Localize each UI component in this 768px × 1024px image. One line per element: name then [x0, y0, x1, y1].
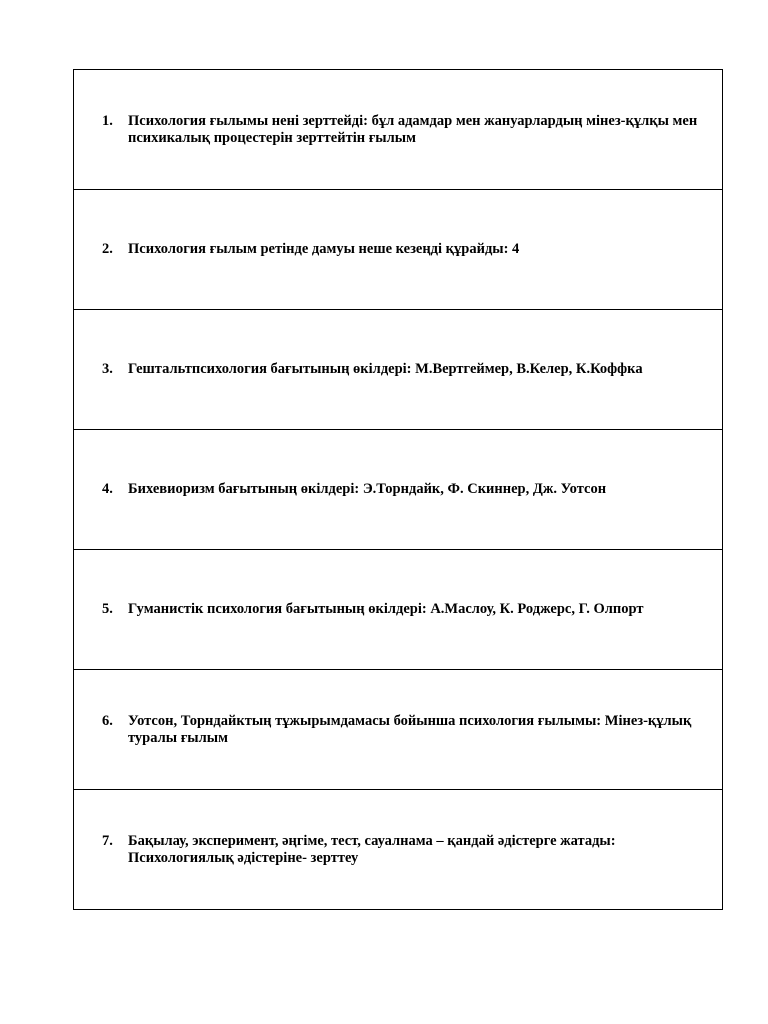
item-text: Бақылау, эксперимент, әңгіме, тест, сауалнама – қандай әдістерге жатады: Психологиялық әдістеріне- зерттеу	[128, 832, 616, 866]
item-text: Гуманистік психология бағытының өкілдері: А.Маслоу, К. Роджерс, Г. Олпорт	[128, 601, 644, 617]
item-number: 4.	[102, 481, 113, 497]
table-cell	[74, 190, 723, 310]
table-cell	[74, 670, 723, 790]
table-cell	[74, 430, 723, 550]
item-number: 7.	[102, 832, 113, 849]
item-text: Бихевиоризм бағытының өкілдері: Э.Торндайк, Ф. Скиннер, Дж. Уотсон	[128, 481, 607, 497]
table-row	[74, 310, 723, 430]
table-cell	[74, 310, 723, 430]
question-answer-table	[73, 69, 723, 910]
list-item	[102, 601, 710, 618]
item-text: Психология ғылым ретінде дамуы неше кезеңді құрайды: 4	[128, 241, 520, 257]
table-cell	[74, 550, 723, 670]
table-row	[74, 790, 723, 910]
list-item	[102, 241, 710, 258]
list-item	[102, 113, 710, 147]
item-text: Гештальтпсихология бағытының өкілдері: М.Вертгеймер, В.Келер, К.Коффка	[128, 361, 643, 377]
list-item	[102, 713, 710, 747]
table-row	[74, 670, 723, 790]
list-item	[102, 481, 710, 498]
item-text: Психология ғылымы нені зерттейді: бұл адамдар мен жануарлардың мінез-құлқы мен психикалық процестерін зерттейтін ғылым	[128, 112, 698, 146]
item-number: 6.	[102, 712, 113, 729]
item-number: 2.	[102, 241, 113, 257]
item-text: Уотсон, Торндайктың тұжырымдамасы бойынша психология ғылымы: Мінез-құлық туралы ғылым	[128, 712, 692, 746]
table-row	[74, 550, 723, 670]
table-cell	[74, 70, 723, 190]
list-item	[102, 361, 710, 378]
item-number: 1.	[102, 112, 113, 129]
table-cell	[74, 790, 723, 910]
table-row	[74, 430, 723, 550]
table-row	[74, 190, 723, 310]
list-item	[102, 833, 710, 867]
table-row	[74, 70, 723, 190]
item-number: 3.	[102, 361, 113, 377]
item-number: 5.	[102, 601, 113, 617]
